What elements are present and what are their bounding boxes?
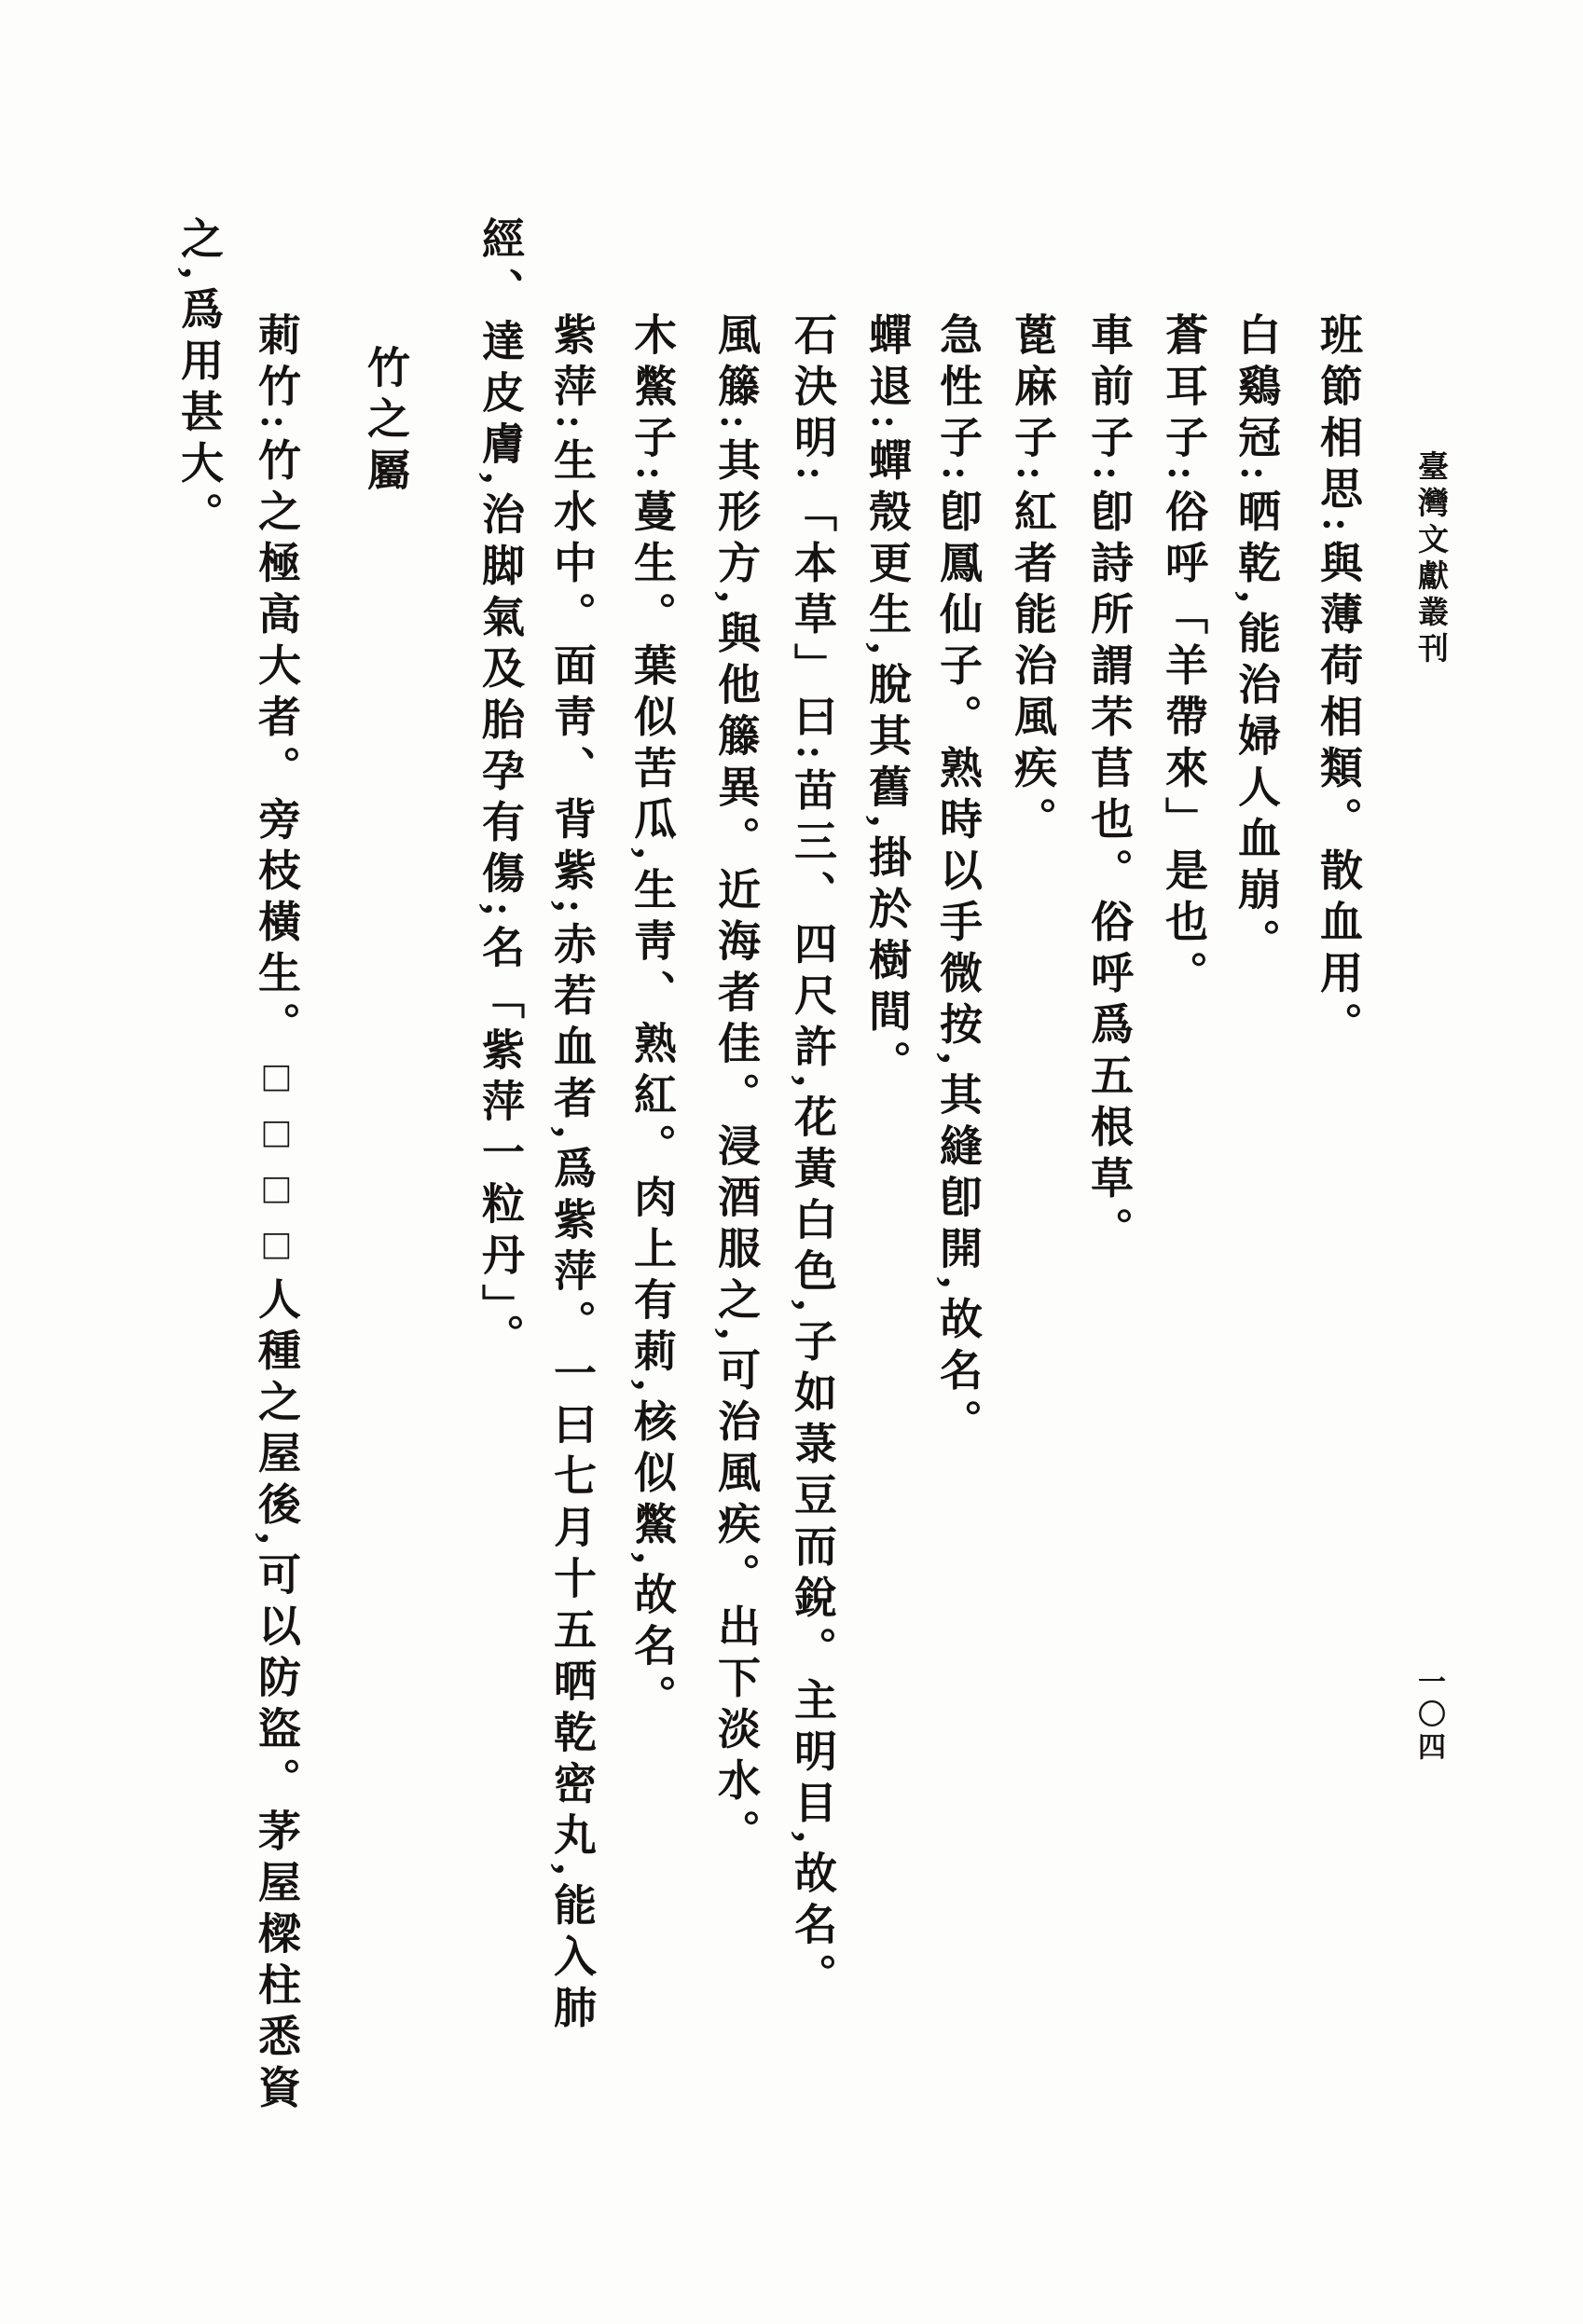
text-column-07-chan-tui: 蟬退:蟬殼更生,脫其舊,掛於樹間。 xyxy=(863,312,911,1092)
text-column-03-cang-er-zi: 蒼耳子:俗呼「羊帶來」是也。 xyxy=(1160,312,1207,1002)
text-column-08-shi-jue-ming: 石決明:「本草」曰:苗三、四尺許,花黃白色,子如菉豆而銳。主明目,故名。 xyxy=(789,312,836,2005)
text-column-14-ci-zhu: 莿竹:竹之極高大者。旁枝橫生。□□□□人種之屋後,可以防盜。茅屋樑柱悉資 xyxy=(253,312,300,2116)
text-column-04-che-qian-zi: 車前子:卽詩所謂芣苢也。俗呼爲五根草。 xyxy=(1085,312,1133,1258)
text-column-12-zi-ping-cont: 經、達皮膚,治脚氣及胎孕有傷;名「紫萍一粒丹」。 xyxy=(476,216,524,1365)
text-column-11-zi-ping: 紫萍:生水中。面靑、背紫;赤若血者,爲紫萍。一曰七月十五晒乾密丸,能入肺 xyxy=(548,312,596,2037)
page-number: 一〇四 xyxy=(1413,1667,1444,1765)
text-column-06-ji-xing-zi: 急性子:卽鳳仙子。熟時以手微按,其縫卽開,故名。 xyxy=(934,312,982,1451)
text-column-05-bi-ma-zi: 蓖麻子:紅者能治風疾。 xyxy=(1009,312,1056,848)
text-column-10-mu-bie-zi: 木鱉子:蔓生。葉似苦瓜,生靑、熟紅。肉上有莿,核似鱉,故名。 xyxy=(628,312,676,1726)
text-column-01-banjie-xiangsi: 班節相思:與薄荷相類。散血用。 xyxy=(1315,312,1362,1053)
series-title: 臺灣文獻叢刊 xyxy=(1413,450,1447,668)
text-column-02-bai-ji-guan: 白鷄冠:晒乾,能治婦人血崩。 xyxy=(1232,312,1280,969)
text-column-09-feng-teng: 風籐:其形方,與他籐異。近海者佳。浸酒服之,可治風疾。出下淡水。 xyxy=(712,312,760,1861)
section-heading-zhu-zhi-shu: 竹之屬 xyxy=(362,345,409,499)
text-column-15-ci-zhu-cont: 之,爲用甚大。 xyxy=(175,216,223,543)
